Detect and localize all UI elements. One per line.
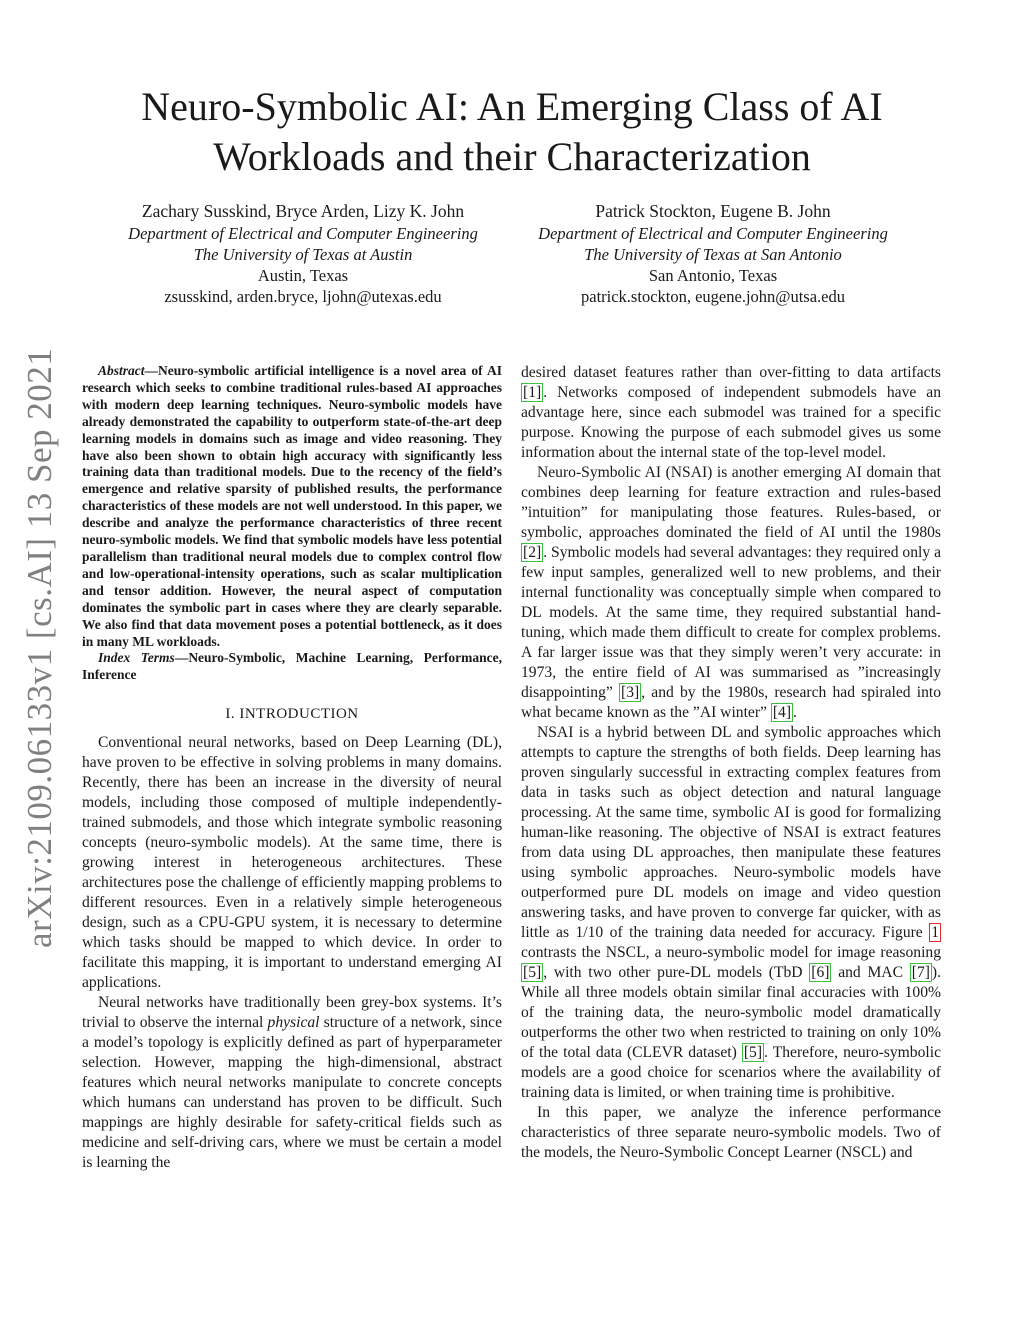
text-run: , and by the 1980s, research had spiraled into what became known as the ”AI winter” [521, 684, 941, 721]
right-paragraph-1 [521, 363, 941, 463]
text-run: contrasts the NSCL, a neuro-symbolic model for image reasoning [521, 944, 941, 961]
author-emails: zsusskind, arden.bryce, ljohn@utexas.edu [164, 287, 442, 306]
author-department: Department of Electrical and Computer Engineering [538, 224, 888, 243]
right-paragraph-2 [521, 463, 941, 723]
paper-title-line-2: Workloads and their Characterization [213, 134, 811, 179]
citation-link-1[interactable]: [1] [523, 384, 542, 401]
text-run: NSAI is a hybrid between DL and symbolic approaches which attempts to capture the strengths of both fields. Deep learning has proven singularly successful in extracting complex features from data in tasks such as object detection and natural language processing. At the same time, symbolic AI is good for formalizing human-like reasoning. The objective of NSAI is extract features from data using DL approaches, then manipulate these features using symbolic approaches. Neuro-symbolic models have outperformed pure DL models on image and video question answering tasks, and have proven to converge far quicker, with as little as 1/10 of the training data needed for accuracy. Figure [521, 724, 941, 941]
author-emails: patrick.stockton, eugene.john@utsa.edu [581, 287, 845, 306]
author-location: Austin, Texas [257, 266, 349, 285]
citation-link-5[interactable]: [5] [523, 964, 542, 981]
intro-paragraph-1: Conventional neural networks, based on Deep Learning (DL), have proven to be effective in solving problems in many domains. Recently, there has been an increase in the diversity of neural models, including those composed of multiple independently-trained submodels, and those which integrate symbolic reasoning concepts (neuro-symbolic models). At the same time, there is growing interest in heterogeneous architectures. These architectures pose the challenge of efficiently mapping problems to different resources. Even in a relatively simple heterogeneous design, such as a CPU-GPU system, it is necessary to determine which tasks should be mapped to which device. In order to facilitate this mapping, it is important to understand emerging AI applications. [82, 734, 502, 992]
text-run: . Symbolic models had several advantages: they required only a few input samples, generalized well to new problems, and their internal functionality was conceptually simple when compared to DL models. At the same time, they required substantial hand-tuning, which made them difficult to create for complex problems. A far larger issue was that they simply weren’t very accurate: in 1973, the entire field of AI was summarised as ”increasingly disappointing” [521, 544, 941, 701]
text-run: . Therefore, neuro-symbolic models are a good choice for scenarios where the availability of training data is limited, or when training time is prohibitive. [521, 1044, 941, 1101]
index-terms-label: Index Terms [98, 650, 175, 666]
arxiv-identifier: arXiv:2109.06133v1 [cs.AI] 13 Sep 2021 [20, 347, 59, 948]
right-paragraph-4: In this paper, we analyze the inference performance characteristics of three separate neuro-symbolic models. Two of the models, the Neuro-Symbolic Concept Learner (NSCL) and [521, 1104, 941, 1161]
text-run: desired dataset features rather than over-fitting to data artifacts [521, 364, 941, 381]
text-run: , with two other pure-DL models (TbD [543, 964, 810, 981]
intro-paragraph-2 [82, 993, 502, 1173]
paper-title [0, 82, 1024, 182]
text-run: ). While all three models obtain similar final accuracies with 100% of the training data, the neuro-symbolic model dramatically outperforms the other two when restricted to training on only 10% of the total data (CLEVR dataset) [521, 964, 941, 1061]
author-names: Zachary Susskind, Bryce Arden, Lizy K. John [141, 201, 465, 221]
text-run: Neural networks have traditionally been grey-box systems. It’s trivial to observe the internal [82, 994, 502, 1032]
section-heading: I. INTRODUCTION [225, 706, 359, 723]
text-run: structure of a network, since a model’s topology is explicitly defined as part of hyperparameter selection. However, mapping the high-dimensional, abstract features which neural networks manipulate to concrete concepts which humans can understand has proven to be difficult. Such mappings are highly desirable for safety-critical fields such as medicine and self-driving cars, where we must be certain a model is learning the [82, 1014, 502, 1172]
citation-link-6[interactable]: [6] [811, 964, 830, 981]
index-terms-text: —Neuro-Symbolic, Machine Learning, Performance, Inference [82, 650, 503, 683]
index-terms [82, 650, 502, 684]
abstract-text: —Neuro-symbolic artificial intelligence is a novel area of AI research which seeks to combine traditional rules-based AI approaches with modern deep learning techniques. Neuro-symbolic models have already demonstrated the capability to outperform state-of-the-art deep learning models in domains such as image and video reasoning. They have also been shown to obtain high accuracy with significantly less training data than traditional models. Due to the recency of the field’s emergence and relative sparsity of published results, the performance characteristics of these models are not well understood. In this paper, we describe and analyze the performance characteristics of three recent neuro-symbolic models. We find that symbolic models have less potential parallelism than traditional neural models due to complex control flow and low-operational-intensity operations, such as scalar multiplication and tensor addition. However, the neural aspect of computation dominates the symbolic part in cases where they are clearly separable. We also find that data movement poses a potential bottleneck, as it does in many ML workloads. [82, 363, 502, 649]
abstract-label: Abstract [98, 363, 145, 378]
right-paragraph-3 [521, 723, 941, 1103]
citation-link-7[interactable]: [7] [911, 964, 930, 981]
emphasis-physical: physical [267, 1014, 320, 1032]
figure-link-1[interactable]: 1 [931, 924, 939, 941]
citation-link-5b[interactable]: [5] [743, 1044, 763, 1061]
text-run: and MAC [831, 964, 910, 981]
author-department: Department of Electrical and Computer Engineering [128, 224, 478, 243]
paper-title-line-1: Neuro-Symbolic AI: An Emerging Class of AI [141, 84, 883, 129]
citation-link-3[interactable]: [3] [621, 684, 640, 701]
author-university: The University of Texas at Austin [193, 245, 413, 264]
right-column [521, 363, 941, 1163]
text-run: Neuro-Symbolic AI (NSAI) is another emerging AI domain that combines deep learning for feature extraction and rules-based ”intuition” for manipulating those features. Rules-based, or symbolic, approaches dominated the field of AI until the 1980s [521, 464, 941, 541]
text-run: . [793, 704, 797, 721]
citation-link-2[interactable]: [2] [523, 544, 542, 561]
abstract [82, 363, 502, 650]
author-block-left [93, 201, 513, 307]
author-block-right [503, 201, 923, 307]
author-location: San Antonio, Texas [648, 266, 778, 285]
author-university: The University of Texas at San Antonio [584, 245, 842, 264]
text-run: . Networks composed of independent submodels have an advantage here, since each submodel was trained for a specific purpose. Knowing the purpose of each submodel gives us some information about the internal state of the top-level model. [521, 384, 941, 461]
left-column [82, 363, 502, 1173]
citation-link-4[interactable]: [4] [772, 704, 792, 721]
author-names: Patrick Stockton, Eugene B. John [595, 201, 831, 221]
